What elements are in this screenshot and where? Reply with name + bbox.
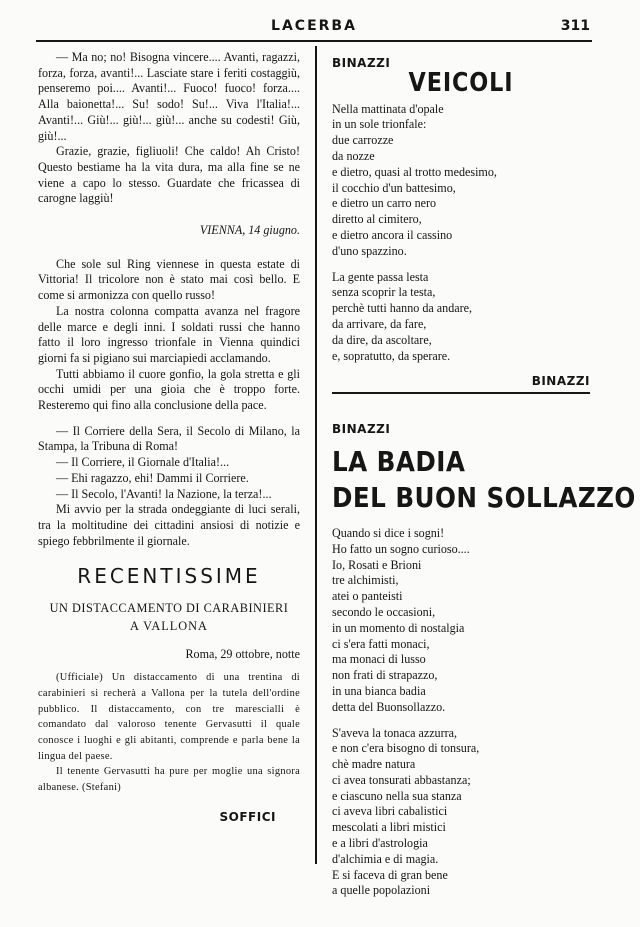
verse-line: e non c'era bisogno di tonsura,	[332, 741, 480, 756]
paragraph: Che sole sul Ring viennese in questa estate di Vittoria! Il tricolore non è stato mai così bello. E come si armonizza con quello russo!	[38, 256, 300, 303]
verse-line: e dietro ancora il cassino	[332, 227, 453, 242]
paragraph: Tutti abbiamo il cuore gonfio, la gola stretta e gli occhi umidi per una gioia che è troppo forte. Resteremo qui fino alla conclusione della pace.	[38, 366, 300, 413]
verse-line: diretto al cimitero,	[332, 212, 422, 227]
verse-line: S'aveva la tonaca azzurra,	[332, 725, 458, 740]
verse-line: da arrivare, da fare,	[332, 316, 427, 331]
stanza	[332, 526, 590, 716]
signature: BINAZZI	[531, 374, 590, 389]
spacer	[332, 260, 590, 270]
poem-title: VEICOLI	[408, 67, 514, 98]
verse-line: Quando si dice i sogni!	[332, 525, 445, 540]
paragraph: — Ma no; no! Bisogna vincere.... Avanti, ragazzi, forza, forza, avanti!... Lasciate stare i feriti costaggiù, penseremo poi.... Avanti!... Fuoco! fuoco! forza.... Alla baionetta!... Su! sodo! Su!... Viva l'Italia!... Avanti!... Giù!... giù!... giù!... anche su codesti! Giù, giù!...	[38, 50, 300, 143]
section-title: RECENTISSIME	[77, 564, 261, 589]
left-column	[38, 50, 300, 826]
verse-line: Ho fatto un sogno curioso....	[332, 541, 470, 556]
right-column	[332, 56, 636, 899]
spacer	[332, 716, 590, 726]
verse-line: in un momento di nostalgia	[332, 620, 465, 635]
verse-line: E si faceva di gran bene	[332, 867, 448, 882]
section-divider	[332, 392, 590, 394]
stanza	[332, 102, 590, 260]
spacer	[38, 414, 300, 424]
verse-line: da dire, da ascoltare,	[332, 332, 432, 347]
column-divider	[315, 46, 317, 864]
page-number: 311	[560, 18, 590, 34]
poem-title-line: DEL BUON SOLLAZZO	[332, 480, 636, 514]
verse-line: a quelle popolazioni	[332, 883, 431, 898]
page-header	[36, 14, 592, 42]
verse-line: La gente passa lesta	[332, 269, 429, 284]
verse-line: e, sopratutto, da sperare.	[332, 348, 451, 363]
paragraph: Grazie, grazie, figliuoli! Che caldo! Ah Cristo! Questo bestiame ha la vita dura, ma alla fine se ne viene a capo lo stesso. Guardate che fricassea di carogne laggiù!	[38, 144, 300, 206]
verse-line: e dietro un carro nero	[332, 196, 437, 211]
paragraph: — Il Corriere, il Giornale d'Italia!...	[56, 455, 230, 470]
news-body: (Ufficiale) Un distaccamento di una trentina di carabinieri si recherà a Vallona per la tutela dell'ordine pubblico. Il distaccamento, con tre marescialli è comandato dal valoroso tenente Gervasutti il quale conosce i luoghi e gli abitanti, comprende e parla bene la lingua del paese.	[38, 672, 300, 762]
paragraph: — Il Secolo, l'Avanti! la Nazione, la terza!...	[56, 486, 272, 501]
journal-title: LACERBA	[271, 18, 357, 34]
verse-line: il cocchio d'un battesimo,	[332, 180, 456, 195]
verse-line: e dietro, quasi al trotto medesimo,	[332, 164, 497, 179]
verse-line: perchè tutti hanno da andare,	[332, 301, 473, 316]
author-name: BINAZZI	[332, 422, 391, 437]
verse-line: detta del Buonsollazzo.	[332, 699, 446, 714]
verse-line: non frati di strapazzo,	[332, 668, 438, 683]
verse-line: chè madre natura	[332, 757, 416, 772]
verse-line: da nozze	[332, 148, 375, 163]
verse-line: in un sole trionfale:	[332, 117, 427, 132]
stanza	[332, 726, 590, 900]
verse-line: e ciascuno nella sua stanza	[332, 788, 462, 803]
verse-line: secondo le occasioni,	[332, 604, 436, 619]
paragraph: — Il Corriere della Sera, il Secolo di Milano, la Stampa, la Tribuna di Roma!	[38, 423, 300, 454]
spacer	[332, 390, 590, 422]
verse-line: mescolati a libri mistici	[332, 820, 446, 835]
verse-line: in una bianca badia	[332, 683, 426, 698]
verse-line: ma monaci di lusso	[332, 652, 426, 667]
verse-line: d'uno spazzino.	[332, 243, 407, 258]
verse-line: tre alchimisti,	[332, 573, 399, 588]
news-headline-2: A VALLONA	[130, 618, 208, 633]
poem-title-line: LA BADIA	[332, 444, 466, 478]
verse-line: Io, Rosati e Brioni	[332, 557, 422, 572]
signature: SOFFICI	[219, 809, 276, 824]
stanza	[332, 270, 590, 365]
news-headline: UN DISTACCAMENTO DI CARABINIERI	[49, 601, 289, 616]
verse-line: Nella mattinata d'opale	[332, 101, 444, 116]
author-name: BINAZZI	[332, 56, 391, 70]
verse-line: senza scoprir la testa,	[332, 285, 436, 300]
news-body: Il tenente Gervasutti ha pure per moglie una signora albanese. (Stefani)	[38, 766, 300, 794]
dateline: VIENNA, 14 giugno.	[199, 223, 300, 238]
paragraph: La nostra colonna compatta avanza nel fragore delle marce e degli inni. I soldati russi che hanno fatto il loro ingresso trionfale in Vienna quindici giorni fa si pigiano sui marciapiedi acclamando.	[38, 303, 300, 365]
verse-line: e a libri d'astrologia	[332, 836, 428, 851]
verse-line: ci aveva libri cabalistici	[332, 804, 448, 819]
poem-title	[332, 444, 636, 516]
paragraph: Mi avvio per la strada ondeggiante di luci serali, tra la moltitudine dei cittadini ansiosi di notizie e spiego febbrilmente il giornale.	[38, 502, 300, 548]
verse-line: ci avea tonsurati abbastanza;	[332, 772, 471, 787]
verse-line: ci s'era fatti monaci,	[332, 636, 430, 651]
news-dateline: Roma, 29 ottobre, notte	[185, 646, 300, 661]
paragraph: — Ehi ragazzo, ehi! Dammi il Corriere.	[56, 470, 249, 485]
verse-line: d'alchimia e di magia.	[332, 851, 439, 866]
verse-line: due carrozze	[332, 133, 394, 148]
verse-line: atei o panteisti	[332, 589, 403, 604]
